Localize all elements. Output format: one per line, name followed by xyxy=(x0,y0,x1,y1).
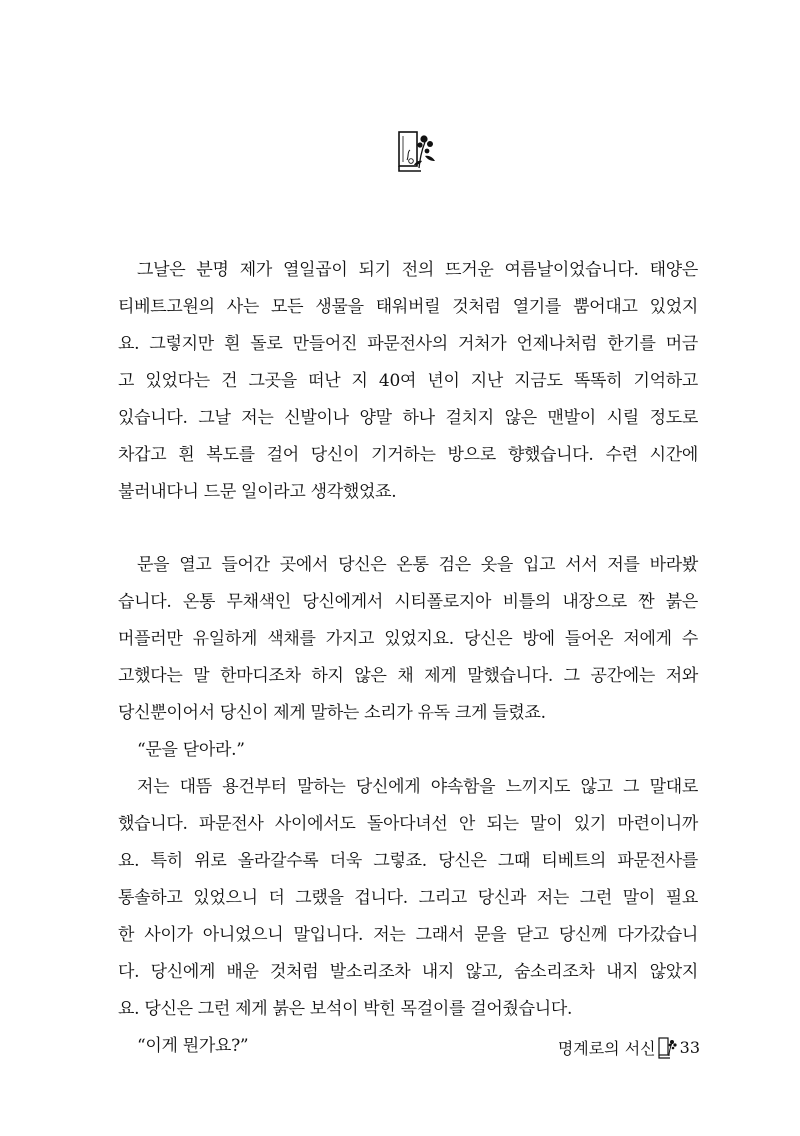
text-line: 문을 열고 들어간 곳에서 당신은 온통 검은 옷을 입고 서서 저를 바라봤 xyxy=(137,555,698,575)
paragraph-1 xyxy=(118,252,698,511)
dialogue-line-1 xyxy=(118,732,698,769)
text-line: 불러내다니 드문 일이라고 생각했었죠. xyxy=(118,482,397,502)
flower-bookmark-icon xyxy=(397,130,437,174)
text-line: 고했다는 말 한마디조차 하지 않은 채 제게 말했습니다. 그 공간에는 저와 xyxy=(118,666,698,686)
text-line: 했습니다. 파문전사 사이에서도 돌아다녀선 안 되는 말이 있기 마련이니까 xyxy=(118,814,698,834)
paragraph-2 xyxy=(118,547,698,732)
page-footer xyxy=(558,1036,700,1059)
text-line: 있습니다. 그날 저는 신발이나 양말 하나 걸치지 않은 맨발이 시릴 정도로 xyxy=(118,408,698,428)
text-line: 차갑고 흰 복도를 걸어 당신이 기거하는 방으로 향했습니다. 수련 시간에 xyxy=(118,445,698,465)
text-line: 고 있었다는 건 그곳을 떠난 지 40여 년이 지난 지금도 똑똑히 기억하고 xyxy=(118,371,698,391)
text-line: 그날은 분명 제가 열일곱이 되기 전의 뜨거운 여름날이었습니다. 태양은 xyxy=(137,260,698,280)
text-line: 요. 당신은 그런 제게 붉은 보석이 박힌 목걸이를 걸어줬습니다. xyxy=(118,999,573,1019)
text-line: 한 사이가 아니었으니 말입니다. 저는 그래서 문을 닫고 당신께 다가갔습니 xyxy=(118,925,698,945)
text-line: 다. 당신에게 배운 것처럼 발소리조차 내지 않고, 숨소리조차 내지 않았지 xyxy=(118,962,698,982)
text-line: “이게 뭔가요?” xyxy=(137,1036,249,1056)
text-line: 당신뿐이어서 당신이 제게 말하는 소리가 유독 크게 들렸죠. xyxy=(118,703,546,723)
book-title: 명계로의 서신 xyxy=(557,1039,656,1058)
text-line: 습니다. 온통 무채색인 당신에게서 시티폴로지아 비틀의 내장으로 짠 붉은 xyxy=(118,592,698,612)
text-line: 요. 그렇지만 흰 돌로 만들어진 파문전사의 거처가 언제나처럼 한기를 머금 xyxy=(118,334,698,354)
paragraph-gap xyxy=(118,511,698,547)
page-number: 33 xyxy=(679,1038,700,1057)
text-line: 통솔하고 있었으니 더 그랬을 겁니다. 그리고 당신과 저는 그런 말이 필요 xyxy=(118,888,698,908)
flower-bookmark-icon xyxy=(658,1037,678,1059)
document-body xyxy=(118,252,698,1065)
text-line: 티베트고원의 사는 모든 생물을 태워버릴 것처럼 열기를 뿜어대고 있었지 xyxy=(118,297,698,317)
paragraph-3 xyxy=(118,769,698,1028)
text-line: 요. 특히 위로 올라갈수록 더욱 그렇죠. 당신은 그때 티베트의 파문전사를 xyxy=(118,851,698,871)
text-line: “문을 닫아라.” xyxy=(137,740,245,760)
text-line: 머플러만 유일하게 색채를 가지고 있었지요. 당신은 방에 들어온 저에게 수 xyxy=(118,629,698,649)
text-line: 저는 대뜸 용건부터 말하는 당신에게 야속함을 느끼지도 않고 그 말대로 xyxy=(137,777,698,797)
